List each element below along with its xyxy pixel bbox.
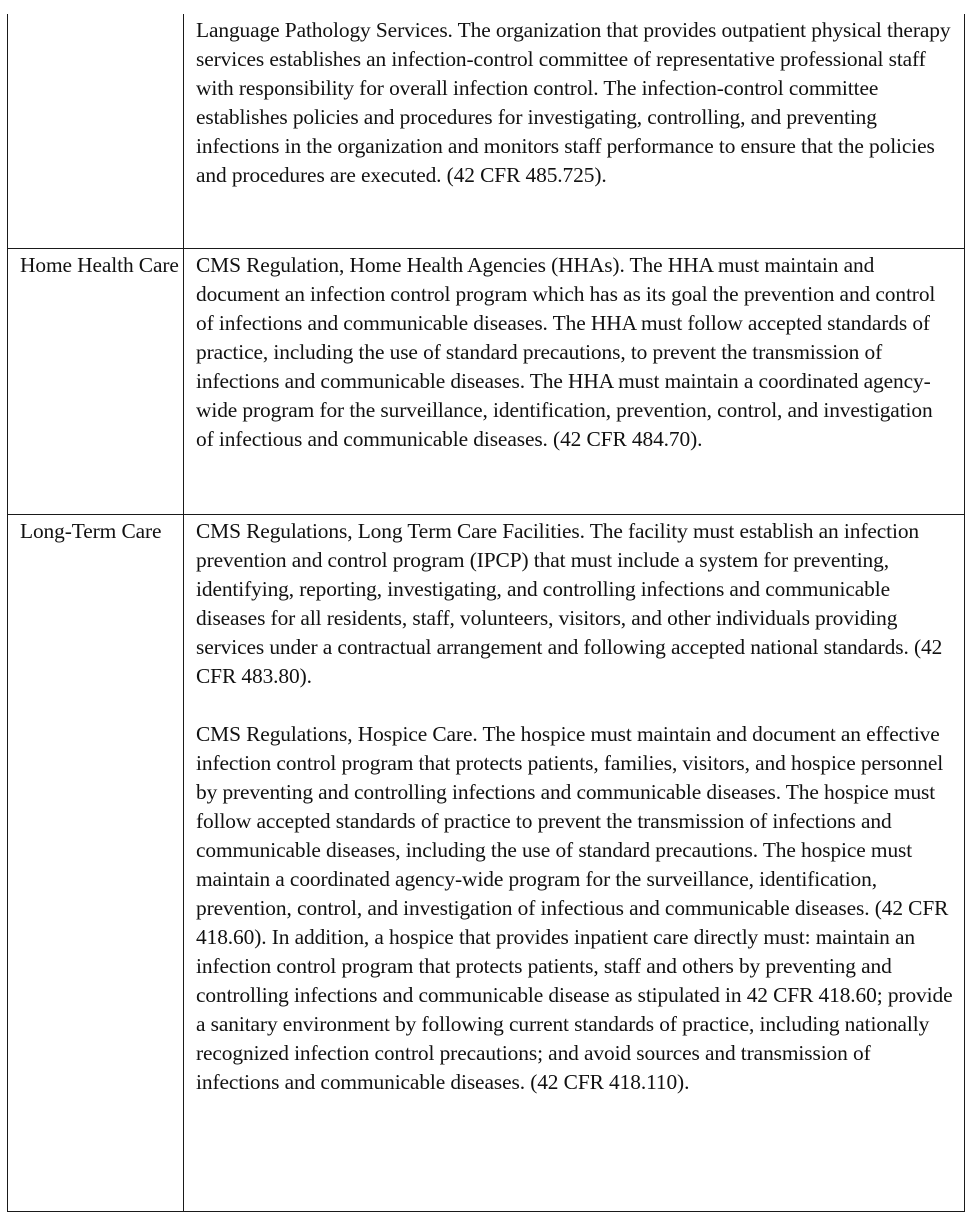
regulations-table xyxy=(7,14,965,1212)
regulation-paragraph: Language Pathology Services. The organization that provides outpatient physical therapy services establishes an infection-control committee of representative professional staff with responsibility for overall infection control. The infection-control committee establishes policies and procedures for investigating, controlling, and preventing infections in the organization and monitors staff performance to ensure that the policies and procedures are executed. (42 CFR 485.725). xyxy=(196,18,951,187)
setting-cell xyxy=(8,14,184,249)
table-row xyxy=(8,14,965,249)
table-row xyxy=(8,515,965,1212)
table-row xyxy=(8,249,965,515)
setting-label xyxy=(20,14,179,16)
regulation-paragraph: CMS Regulations, Long Term Care Facilities. The facility must establish an infection prevention and control program (IPCP) that must include a system for preventing, identifying, reporting, investigating, and controlling infections and communicable diseases for all residents, staff, volunteers, visitors, and other individuals providing services under a contractual arrangement and following accepted national standards. (42 CFR 483.80). xyxy=(196,519,943,688)
setting-label: Home Health Care xyxy=(20,253,179,277)
regulation-cell xyxy=(184,515,965,1212)
regulation-cell xyxy=(184,14,965,249)
setting-cell xyxy=(8,515,184,1212)
regulation-cell xyxy=(184,249,965,515)
regulation-paragraph: CMS Regulation, Home Health Agencies (HHAs). The HHA must maintain and document an infection control program which has as its goal the prevention and control of infections and communicable diseases. The HHA must follow accepted standards of practice, including the use of standard precautions, to prevent the transmission of infections and communicable diseases. The HHA must maintain a coordinated agency-wide program for the surveillance, identification, prevention, control, and investigation of infectious and communicable diseases. (42 CFR 484.70). xyxy=(196,253,936,451)
setting-label: Long-Term Care xyxy=(20,519,162,543)
regulation-paragraph: CMS Regulations, Hospice Care. The hospice must maintain and document an effective infection control program that protects patients, families, visitors, and hospice personnel by preventing and controlling infections and communicable diseases. The hospice must follow accepted standards of practice to prevent the transmission of infections and communicable diseases, including the use of standard precautions. The hospice must maintain a coordinated agency-wide program for the surveillance, identification, prevention, control, and investigation of infectious and communicable diseases. (42 CFR 418.60). In addition, a hospice that provides inpatient care directly must: maintain an infection control program that protects patients, staff and others by preventing and controlling infections and communicable disease as stipulated in 42 CFR 418.60; provide a sanitary environment by following current standards of practice, including nationally recognized infection control precautions; and avoid sources and transmission of infections and communicable diseases. (42 CFR 418.110). xyxy=(196,722,953,1094)
setting-cell xyxy=(8,249,184,515)
